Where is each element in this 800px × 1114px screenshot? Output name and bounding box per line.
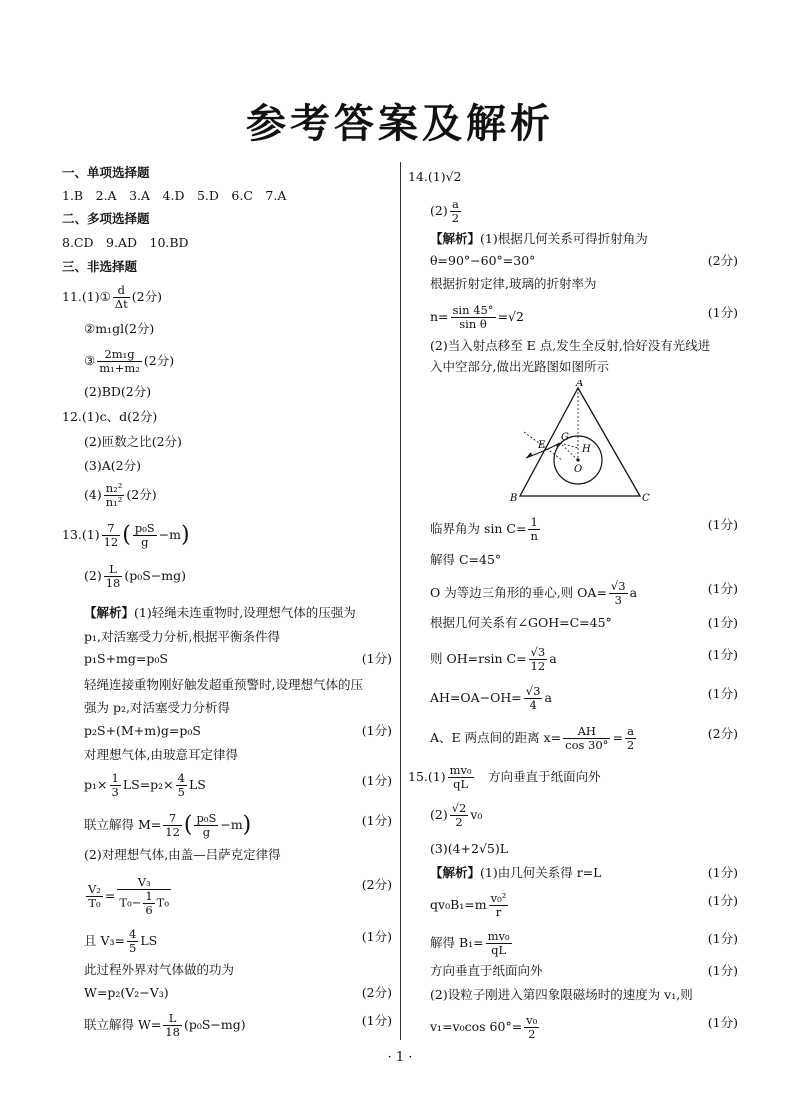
label-h: H bbox=[582, 444, 591, 455]
q14-analysis-line8: 解得 C=45° bbox=[430, 552, 502, 567]
formula-part: 则 OH=rsin C= bbox=[430, 651, 527, 666]
score: (1分) bbox=[707, 865, 738, 880]
q12-4-den: n₁² bbox=[105, 495, 123, 509]
formula-part: LS=p₂× bbox=[122, 777, 174, 792]
center-point bbox=[576, 458, 579, 461]
q13-1-inner-fraction bbox=[133, 522, 157, 549]
q11-3-prefix: ③ bbox=[84, 353, 96, 368]
label-a: A bbox=[576, 380, 584, 389]
num: 4 bbox=[177, 771, 185, 785]
num: √3 bbox=[610, 579, 626, 593]
q13-analysis-line4: 轻绳连接重物刚好触发超重预警时,设理想气体的压 bbox=[84, 677, 363, 692]
den: qL bbox=[453, 777, 469, 791]
formula-part: v₁=v₀cos 60°= bbox=[430, 1019, 523, 1034]
score: (2分) bbox=[707, 726, 738, 741]
paren-open: ( bbox=[122, 522, 131, 548]
formula-part: 解得 B₁= bbox=[430, 935, 484, 950]
score: (1分) bbox=[707, 893, 738, 908]
q11-3-num: 2m₁g bbox=[97, 348, 142, 362]
q13-analysis-line2: p₁,对活塞受力分析,根据平衡条件得 bbox=[84, 629, 280, 644]
formula-part: 且 V₃= bbox=[84, 933, 125, 948]
den: 12 bbox=[165, 825, 180, 839]
tail: 方向垂直于纸面向外 bbox=[475, 769, 601, 784]
num: √3 bbox=[530, 645, 546, 659]
q13-1-tail: −m bbox=[158, 527, 182, 542]
q12-4-prefix: (4) bbox=[84, 487, 102, 502]
q15-analysis-line2 bbox=[430, 892, 738, 919]
q12-part3: (3)A(2分) bbox=[84, 458, 141, 473]
q13-analysis-line12 bbox=[84, 928, 392, 955]
formula: θ=90°−60°=30° bbox=[430, 253, 536, 268]
formula: p₂S+(M+m)g=p₀S bbox=[84, 723, 201, 738]
q11-part4: (2)BD(2分) bbox=[84, 384, 152, 399]
q11-3-fraction bbox=[97, 348, 142, 375]
fraction bbox=[528, 516, 539, 543]
den: 2 bbox=[528, 1027, 536, 1041]
fraction bbox=[163, 812, 182, 839]
num: p₀S bbox=[196, 811, 217, 825]
q13-analysis-line3 bbox=[84, 650, 392, 668]
den: 12 bbox=[530, 659, 546, 673]
equals: = bbox=[612, 730, 623, 745]
score: (1分) bbox=[707, 517, 738, 532]
q13-analysis-line10: (2)对理想气体,由盖—吕萨克定律得 bbox=[84, 847, 281, 862]
score: (1分) bbox=[707, 931, 738, 946]
den: 4 bbox=[529, 698, 537, 712]
fraction bbox=[486, 930, 512, 957]
prefix: (2) bbox=[430, 203, 448, 218]
formula-part: A、E 两点间的距离 x= bbox=[430, 730, 562, 745]
q13-1-inner-den: g bbox=[141, 535, 149, 549]
den: 2 bbox=[626, 738, 635, 752]
formula-part: −m bbox=[220, 817, 243, 832]
analysis-label: 【解析】 bbox=[430, 231, 481, 246]
paren-close: ) bbox=[242, 812, 252, 838]
fraction bbox=[194, 812, 218, 839]
tail: v₀ bbox=[470, 807, 483, 822]
analysis-label: 【解析】 bbox=[430, 865, 481, 880]
score: (1分) bbox=[361, 929, 392, 944]
label-b: B bbox=[510, 493, 518, 504]
q12-part2: (2)匝数之比(2分) bbox=[84, 434, 182, 449]
analysis-text: (1)由几何关系得 r=L bbox=[480, 865, 602, 880]
q14-analysis-line2 bbox=[430, 252, 738, 270]
formula-part: O 为等边三角形的垂心,则 OA= bbox=[430, 585, 607, 600]
num: v₀ bbox=[526, 1013, 538, 1027]
q15-part3: (3)(4+2√5)L bbox=[430, 841, 509, 856]
fraction bbox=[110, 772, 121, 799]
q14-analysis-line12 bbox=[430, 685, 738, 712]
fraction bbox=[176, 772, 187, 799]
formula: W=p₂(V₂−V₃) bbox=[84, 985, 169, 1000]
equals: = bbox=[104, 888, 116, 903]
q14-analysis-line9 bbox=[430, 580, 738, 607]
q13-1-inner-num: p₀S bbox=[134, 521, 155, 535]
score: (2分) bbox=[361, 877, 392, 892]
num: sin 45° bbox=[452, 303, 494, 317]
fraction bbox=[451, 304, 496, 331]
den: 3 bbox=[614, 593, 622, 607]
score: (1分) bbox=[361, 1013, 392, 1028]
q14-analysis-line10 bbox=[430, 614, 738, 632]
q13-part2 bbox=[84, 563, 392, 590]
page-title: 参考答案及解析 bbox=[246, 101, 554, 147]
q15-analysis-line3 bbox=[430, 930, 738, 957]
fraction bbox=[625, 725, 636, 752]
formula-part: AH=OA−OH= bbox=[430, 690, 522, 705]
q13-analysis-line11 bbox=[84, 876, 392, 917]
single-choice-answers: 1.B 2.A 3.A 4.D 5.D 6.C 7.A bbox=[62, 188, 287, 203]
paren-close: ) bbox=[181, 522, 190, 548]
score: (1分) bbox=[361, 651, 392, 666]
den: r bbox=[495, 905, 502, 919]
analysis-label: 【解析】 bbox=[84, 605, 135, 620]
q13-1-prefix: 13.(1) bbox=[62, 527, 100, 542]
q13-1-den: 12 bbox=[103, 535, 119, 549]
label-e: E bbox=[538, 440, 546, 451]
fraction bbox=[524, 1014, 539, 1041]
den: qL bbox=[491, 943, 507, 957]
q12-4-score: (2分) bbox=[126, 487, 157, 502]
q14-analysis-line5: (2)当入射点移至 E 点,发生全反射,恰好没有光线进 bbox=[430, 338, 711, 353]
formula-part: 临界角为 sin C= bbox=[430, 521, 527, 536]
den: sin θ bbox=[459, 317, 487, 331]
formula-part: a bbox=[629, 585, 638, 600]
q13-analysis-line7: 对理想气体,由玻意耳定律得 bbox=[84, 747, 238, 762]
analysis-text: (1)轻绳未连重物时,设理想气体的压强为 bbox=[134, 605, 356, 620]
score: (1分) bbox=[707, 615, 738, 630]
q14-analysis-line7 bbox=[430, 516, 738, 543]
q13-2-den: 18 bbox=[105, 576, 121, 590]
q11-part2: ②m₁gl(2分) bbox=[84, 321, 155, 336]
den: 3 bbox=[111, 785, 119, 799]
fraction bbox=[563, 725, 610, 752]
num: 4 bbox=[129, 927, 137, 941]
formula-part: LS bbox=[188, 777, 206, 792]
den: 5 bbox=[177, 785, 185, 799]
num: V₂ bbox=[88, 882, 101, 896]
prefix: 15.(1) bbox=[408, 769, 446, 784]
score: (1分) bbox=[707, 647, 738, 662]
section-heading-multi-choice: 二、多项选择题 bbox=[62, 211, 150, 226]
formula-part: LS bbox=[140, 933, 158, 948]
den: 5 bbox=[129, 941, 137, 955]
fraction bbox=[448, 764, 474, 791]
q13-analysis-line6 bbox=[84, 722, 392, 740]
formula-part: (p₀S−mg) bbox=[183, 1017, 246, 1032]
fraction bbox=[524, 685, 543, 712]
formula-part: a bbox=[544, 690, 552, 705]
num: 7 bbox=[163, 812, 182, 826]
optics-diagram bbox=[506, 380, 656, 505]
formula-part: 联立解得 M= bbox=[84, 817, 162, 832]
score: (1分) bbox=[361, 773, 392, 788]
fraction bbox=[609, 580, 628, 607]
q12-4-fraction bbox=[104, 482, 125, 509]
q14-part2 bbox=[430, 198, 738, 225]
score: (1分) bbox=[707, 305, 738, 320]
q11-den: Δt bbox=[114, 297, 128, 311]
q12-4-num: n₂² bbox=[105, 481, 123, 495]
fraction bbox=[127, 928, 138, 955]
q13-1-num: 7 bbox=[102, 522, 121, 536]
q13-analysis-line13: 此过程外界对气体做的功为 bbox=[84, 962, 235, 977]
q15-analysis-line1 bbox=[430, 864, 738, 882]
fraction bbox=[529, 646, 548, 673]
q11-num: d bbox=[113, 284, 130, 298]
q13-2-fraction bbox=[104, 563, 123, 590]
q13-part1 bbox=[62, 522, 392, 549]
q14-analysis-line1 bbox=[430, 230, 738, 248]
fraction bbox=[117, 876, 171, 917]
num: V₃ bbox=[117, 876, 171, 890]
fraction bbox=[143, 890, 154, 917]
fraction bbox=[163, 1012, 182, 1039]
score: (1分) bbox=[707, 686, 738, 701]
q14-analysis-line3: 根据折射定律,玻璃的折射率为 bbox=[430, 276, 597, 291]
analysis-text: 方向垂直于纸面向外 bbox=[430, 963, 543, 978]
score: (1分) bbox=[361, 813, 392, 828]
multi-choice-answers: 8.CD 9.AD 10.BD bbox=[62, 235, 189, 250]
label-c: C bbox=[642, 493, 650, 504]
page-number: · 1 · bbox=[387, 1050, 413, 1065]
formula-part: =√2 bbox=[497, 309, 524, 324]
den-compound bbox=[117, 890, 171, 917]
q11-part1 bbox=[62, 284, 392, 311]
q13-analysis-line5: 强为 p₂,对活塞受力分析得 bbox=[84, 700, 230, 715]
score: (2分) bbox=[361, 985, 392, 1000]
den: cos 30° bbox=[565, 738, 609, 752]
q11-fraction bbox=[113, 284, 130, 311]
formula-part: p₁× bbox=[84, 777, 108, 792]
q13-2-num: L bbox=[104, 563, 123, 577]
q13-analysis-line14 bbox=[84, 984, 392, 1002]
q12-part1: 12.(1)c、d(2分) bbox=[62, 409, 158, 424]
num: √3 bbox=[525, 684, 541, 698]
prefix: (2) bbox=[430, 807, 448, 822]
num: √2 bbox=[451, 801, 467, 815]
q15-analysis-line4 bbox=[430, 962, 738, 980]
den: 2 bbox=[451, 211, 460, 225]
q13-2-prefix: (2) bbox=[84, 568, 102, 583]
den: T₀ bbox=[88, 896, 101, 910]
num: 1 bbox=[528, 516, 539, 530]
den: n bbox=[530, 529, 538, 543]
num: mv₀ bbox=[487, 929, 510, 943]
q14-analysis-line4 bbox=[430, 304, 738, 331]
q14-part1: 14.(1)√2 bbox=[408, 169, 462, 184]
fraction bbox=[450, 802, 469, 829]
q13-2-tail: (p₀S−mg) bbox=[124, 568, 187, 583]
num: mv₀ bbox=[449, 763, 472, 777]
num: L bbox=[163, 1012, 182, 1026]
score: (2分) bbox=[707, 253, 738, 268]
label-g: G bbox=[561, 432, 569, 443]
formula-part: a bbox=[549, 651, 557, 666]
q11-3-den: m₁+m₂ bbox=[99, 361, 140, 375]
score: (1分) bbox=[361, 723, 392, 738]
formula-part: n= bbox=[430, 309, 449, 324]
formula: 根据几何关系有∠GOH=C=45° bbox=[430, 615, 612, 630]
column-divider bbox=[400, 162, 401, 1040]
num: 1 bbox=[145, 889, 153, 903]
q15-part1 bbox=[408, 764, 738, 791]
q13-analysis-line15 bbox=[84, 1012, 392, 1039]
paren-open: ( bbox=[183, 812, 193, 838]
q11-3-score: (2分) bbox=[143, 353, 175, 368]
q13-analysis-line8 bbox=[84, 772, 392, 799]
formula-part: 联立解得 W= bbox=[84, 1017, 162, 1032]
formula: p₁S+mg=p₀S bbox=[84, 651, 168, 666]
score: (1分) bbox=[707, 963, 738, 978]
q13-analysis-line1 bbox=[84, 604, 392, 622]
q12-part4 bbox=[84, 482, 392, 509]
den: 2 bbox=[455, 815, 463, 829]
score: (1分) bbox=[707, 1015, 738, 1030]
den: 18 bbox=[165, 1025, 180, 1039]
num: v₀² bbox=[490, 891, 507, 905]
score: (1分) bbox=[707, 581, 738, 596]
den-part: T₀− bbox=[119, 895, 142, 910]
den: g bbox=[202, 825, 211, 839]
label-o: O bbox=[574, 464, 583, 475]
num: a bbox=[450, 198, 461, 212]
num: 1 bbox=[111, 771, 119, 785]
q11-score: (2分) bbox=[131, 289, 162, 304]
num: AH bbox=[563, 725, 610, 739]
q15-part2 bbox=[430, 802, 738, 829]
den: 6 bbox=[145, 903, 153, 917]
analysis-text: (1)根据几何关系可得折射角为 bbox=[480, 231, 648, 246]
section-heading-non-choice: 三、非选择题 bbox=[62, 259, 138, 274]
q14-analysis-line6: 入中空部分,做出光路图如图所示 bbox=[430, 359, 609, 374]
den-part: T₀ bbox=[156, 895, 169, 910]
formula-part: qv₀B₁=m bbox=[430, 897, 487, 912]
q14-analysis-line11 bbox=[430, 646, 738, 673]
q11-part3 bbox=[84, 348, 392, 375]
q13-analysis-line9 bbox=[84, 812, 392, 839]
q14-analysis-line13 bbox=[430, 725, 738, 752]
section-heading-single-choice: 一、单项选择题 bbox=[62, 165, 150, 180]
q11-prefix: 11.(1)① bbox=[62, 289, 111, 304]
fraction bbox=[489, 892, 509, 919]
fraction bbox=[86, 883, 103, 910]
q13-1-fraction bbox=[102, 522, 121, 549]
num: a bbox=[625, 725, 636, 739]
fraction bbox=[450, 198, 461, 225]
q15-analysis-line6 bbox=[430, 1014, 738, 1041]
q15-analysis-line5: (2)设粒子刚进入第四象限磁场时的速度为 v₁,则 bbox=[430, 987, 693, 1002]
